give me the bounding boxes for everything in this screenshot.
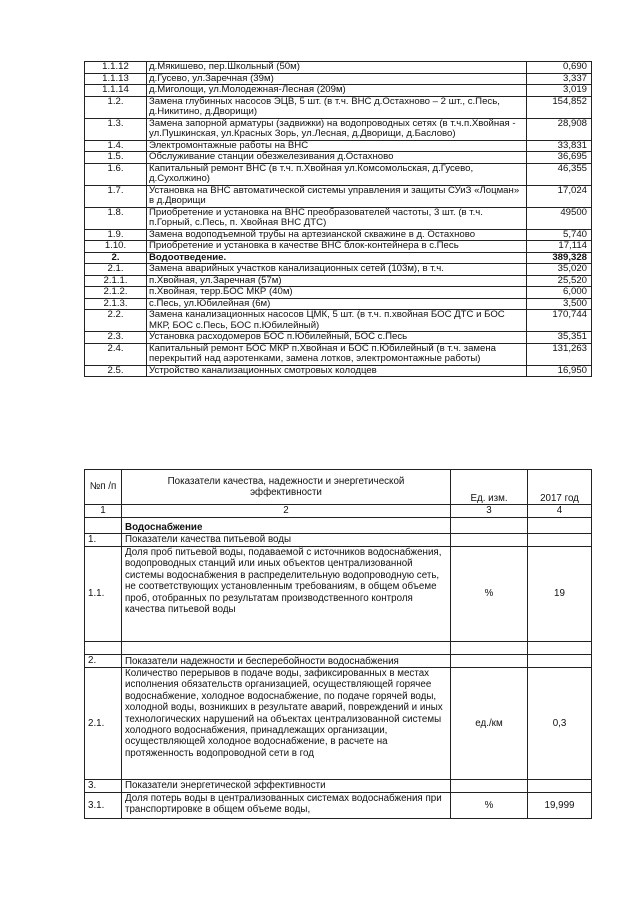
indicator-number: [85, 642, 122, 655]
column-numbers-row: [85, 505, 592, 518]
col-number-2: 2: [122, 505, 451, 518]
row-number: 1.2.: [85, 96, 147, 118]
header-indicator: Показатели качества, надежности и энергетической эффективности: [122, 470, 451, 505]
row-value: 389,328: [527, 252, 592, 264]
indicator-unit: [451, 642, 528, 655]
table-row: [85, 185, 592, 207]
row-number: 1.5.: [85, 152, 147, 164]
row-description: Замена глубинных насосов ЭЦВ, 5 шт. (в т.ч. ВНС д.Остахново – 2 шт., с.Песь, д.Никитино, д.Дворищи): [147, 96, 527, 118]
row-description: Замена запорной арматуры (задвижки) на водопроводных сетях (в т.ч.п.Хвойная - ул.Пушкинская, ул.Красных Зорь, ул.Лесная, д.Дворищи, д.Баслово): [147, 118, 527, 140]
indicator-unit: [451, 655, 528, 668]
col-number-1: 1: [85, 505, 122, 518]
row-description: д.Гусево, ул.Заречная (39м): [147, 73, 527, 85]
indicator-unit: %: [451, 547, 528, 642]
header-year: 2017 год: [528, 470, 592, 505]
row-number: 2.4.: [85, 343, 147, 365]
col-number-4: 4: [528, 505, 592, 518]
table-row: [85, 287, 592, 299]
row-number: 2.1.3.: [85, 298, 147, 310]
table-row: [85, 140, 592, 152]
row-description: Установка расходомеров БОС п.Юбилейный, БОС с.Песь: [147, 332, 527, 344]
indicator-number: 2.: [85, 655, 122, 668]
row-value: 28,908: [527, 118, 592, 140]
row-number: 2.3.: [85, 332, 147, 344]
row-description: Водоотведение.: [147, 252, 527, 264]
indicator-unit: [451, 534, 528, 547]
table-row: [85, 642, 592, 655]
table-row: [85, 229, 592, 241]
row-number: 1.8.: [85, 207, 147, 229]
table-row: [85, 310, 592, 332]
table-row: [85, 252, 592, 264]
indicator-description: Доля потерь воды в централизованных системах водоснабжения при транспортировке в общем объеме воды,: [122, 793, 451, 819]
table-row: [85, 152, 592, 164]
performance-indicators-table: [84, 469, 592, 819]
row-number: 2.: [85, 252, 147, 264]
row-number: 2.1.: [85, 264, 147, 276]
row-value: 131,263: [527, 343, 592, 365]
row-number: 1.9.: [85, 229, 147, 241]
table-row: [85, 365, 592, 377]
row-description: Обслуживание станции обезжелезивания д.Остахново: [147, 152, 527, 164]
table-row: [85, 264, 592, 276]
table-row: [85, 62, 592, 74]
indicator-description: Количество перерывов в подаче воды, зафиксированных в местах исполнения обязательств организацией, осуществляющей горячее водоснабжение, холодное водоснабжение, по подаче горячей воды, холодной воды, возникших в результате аварий, повреждений и иных технологических нарушений на объектах централизованной системы холодного водоснабжения, принадлежащих организации, осуществляющей холодное водоснабжение, в расчете на протяженность водопроводной сети в год: [122, 668, 451, 780]
row-value: 49500: [527, 207, 592, 229]
row-description: Приобретение и установка на ВНС преобразователей частоты, 3 шт. (в т.ч. п.Горный, с.Песь, п. Хвойная ВНС ДТС): [147, 207, 527, 229]
table-row: [85, 547, 592, 642]
row-value: 3,019: [527, 85, 592, 97]
row-description: п.Хвойная, терр.БОС МКР (40м): [147, 287, 527, 299]
table-row: [85, 241, 592, 253]
table-row: [85, 655, 592, 668]
col-number-3: 3: [451, 505, 528, 518]
row-value: 46,355: [527, 163, 592, 185]
row-description: Замена аварийных участков канализационных сетей (103м), в т.ч.: [147, 264, 527, 276]
row-value: 17,024: [527, 185, 592, 207]
row-value: 16,950: [527, 365, 592, 377]
indicator-description: Показатели надежности и бесперебойности водоснабжения: [122, 655, 451, 668]
row-description: Установка на ВНС автоматической системы управления и защиты СУиЗ «Лоцман» в д.Дворищи: [147, 185, 527, 207]
indicator-description: Показатели качества питьевой воды: [122, 534, 451, 547]
indicator-value: [528, 534, 592, 547]
header-num: №п /п: [85, 470, 122, 505]
table-row: [85, 343, 592, 365]
table-row: [85, 96, 592, 118]
row-number: 1.3.: [85, 118, 147, 140]
table-row: [85, 118, 592, 140]
row-value: 3,500: [527, 298, 592, 310]
row-value: 33,831: [527, 140, 592, 152]
row-value: 36,695: [527, 152, 592, 164]
table-row: [85, 73, 592, 85]
table-row: [85, 163, 592, 185]
row-number: 2.2.: [85, 310, 147, 332]
row-description: Устройство канализационных смотровых колодцев: [147, 365, 527, 377]
row-value: 170,744: [527, 310, 592, 332]
indicator-unit: %: [451, 793, 528, 819]
table-row: [85, 207, 592, 229]
investment-program-table: [84, 61, 592, 377]
row-description: д.Миголощи, ул.Молодежная-Лесная (209м): [147, 85, 527, 97]
indicator-value: [528, 655, 592, 668]
row-description: п.Хвойная, ул.Заречная (57м): [147, 275, 527, 287]
row-description: Замена водоподъемной трубы на артезианской скважине в д. Остахново: [147, 229, 527, 241]
indicator-value: 19,999: [528, 793, 592, 819]
row-number: 1.7.: [85, 185, 147, 207]
indicator-number: 1.1.: [85, 547, 122, 642]
indicator-number: 2.1.: [85, 668, 122, 780]
row-number: 1.1.13: [85, 73, 147, 85]
indicator-description: [122, 642, 451, 655]
table-row: [85, 793, 592, 819]
row-value: 0,690: [527, 62, 592, 74]
row-value: 35,020: [527, 264, 592, 276]
row-number: 1.6.: [85, 163, 147, 185]
row-number: 2.1.1.: [85, 275, 147, 287]
row-number: 2.1.2.: [85, 287, 147, 299]
table-row: [85, 534, 592, 547]
indicator-number: 1.: [85, 534, 122, 547]
indicator-description: Показатели энергетической эффективности: [122, 780, 451, 793]
indicator-value: [528, 780, 592, 793]
row-number: 2.5.: [85, 365, 147, 377]
indicator-value: 0,3: [528, 668, 592, 780]
row-description: д.Мякишево, пер.Школьный (50м): [147, 62, 527, 74]
table-row: [85, 298, 592, 310]
row-value: 35,351: [527, 332, 592, 344]
row-value: 25,520: [527, 275, 592, 287]
row-value: 154,852: [527, 96, 592, 118]
row-value: 17,114: [527, 241, 592, 253]
row-number: 1.10.: [85, 241, 147, 253]
indicator-unit: ед./км: [451, 668, 528, 780]
row-description: с.Песь, ул.Юбилейная (6м): [147, 298, 527, 310]
table-row: [85, 85, 592, 97]
indicator-number: 3.1.: [85, 793, 122, 819]
table-row: [85, 332, 592, 344]
table-row: [85, 668, 592, 780]
row-description: Электромонтажные работы на ВНС: [147, 140, 527, 152]
section-title: Водоснабжение: [122, 518, 451, 534]
indicator-value: 19: [528, 547, 592, 642]
indicator-description: Доля проб питьевой воды, подаваемой с источников водоснабжения, водопроводных станций или иных объектов централизованной системы водоснабжения в распределительную водопроводную сеть, не соответствующих установленным требованиям, в общем объеме проб, отобранных по результатам производственного контроля качества питьевой воды: [122, 547, 451, 642]
row-value: 5,740: [527, 229, 592, 241]
row-description: Капитальный ремонт ВНС (в т.ч. п.Хвойная ул.Комсомольская, д.Гусево, д.Сухолжино): [147, 163, 527, 185]
section-row: [85, 518, 592, 534]
row-number: 1.1.14: [85, 85, 147, 97]
table-header-row: [85, 470, 592, 505]
header-unit: Ед. изм.: [451, 470, 528, 505]
row-value: 6,000: [527, 287, 592, 299]
table-row: [85, 780, 592, 793]
table-row: [85, 275, 592, 287]
row-description: Приобретение и установка в качестве ВНС блок-контейнера в с.Песь: [147, 241, 527, 253]
row-description: Замена канализационных насосов ЦМК, 5 шт. (в т.ч. п.хвойная БОС ДТС и БОС МКР, БОС с.Песь, БОС п.Юбилейный): [147, 310, 527, 332]
indicator-value: [528, 642, 592, 655]
indicator-unit: [451, 780, 528, 793]
row-description: Капитальный ремонт БОС МКР п.Хвойная и БОС п.Юбилейный (в т.ч. замена перекрытий над аэротенками, замена лотков, электромонтажные работы): [147, 343, 527, 365]
row-number: 1.4.: [85, 140, 147, 152]
row-number: 1.1.12: [85, 62, 147, 74]
indicator-number: 3.: [85, 780, 122, 793]
row-value: 3,337: [527, 73, 592, 85]
